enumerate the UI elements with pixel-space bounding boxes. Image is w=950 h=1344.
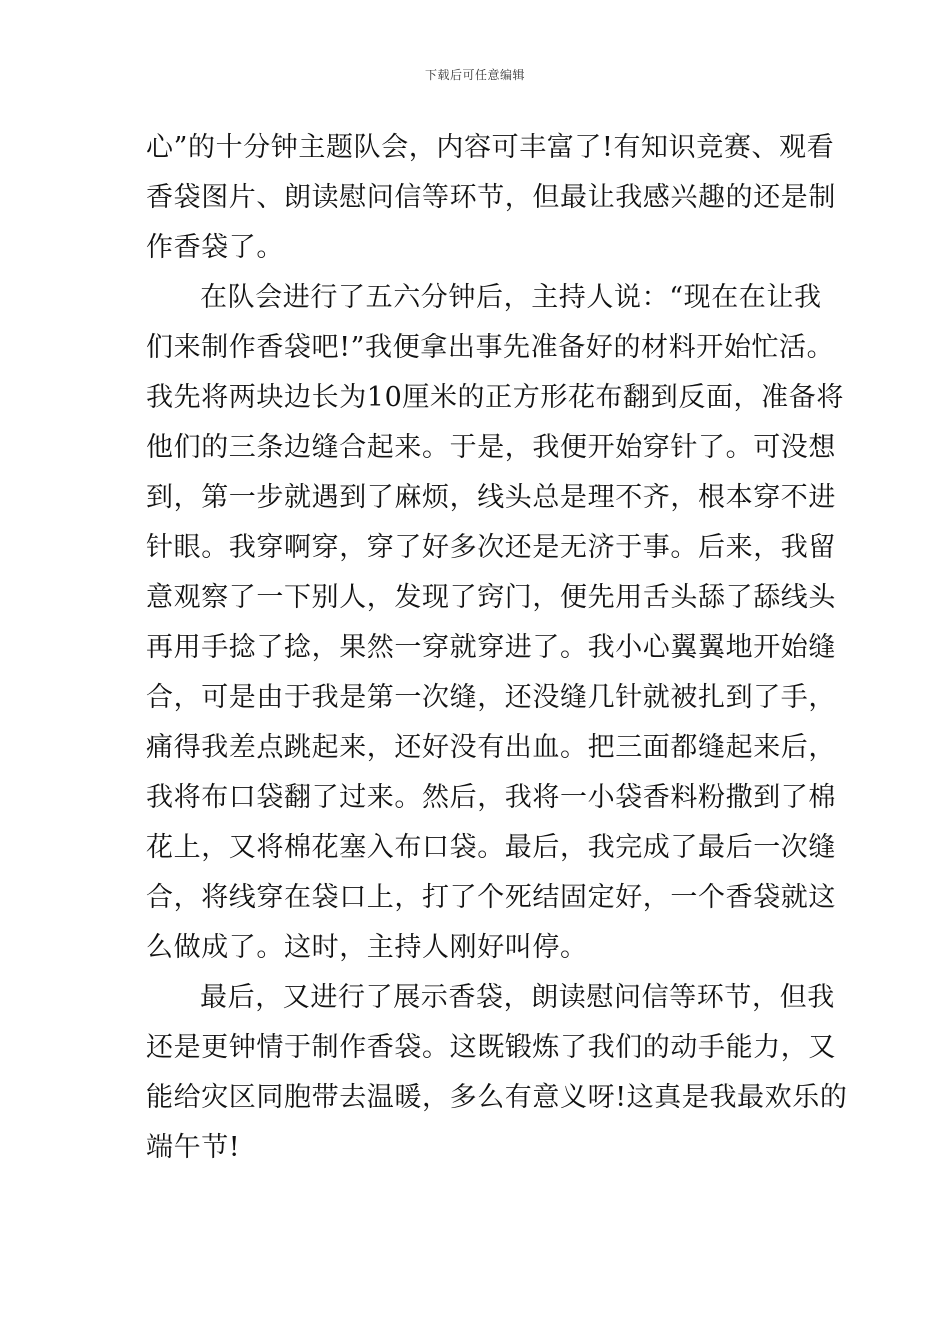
text-line: 花上，又将棉花塞入布口袋。最后，我完成了最后一次缝	[146, 832, 836, 863]
text-line: 我先将两块边长为10厘米的正方形花布翻到反面，准备将	[146, 382, 844, 413]
text-line: 痛得我差点跳起来，还好没有出血。把三面都缝起来后，	[146, 732, 836, 763]
text-line: 针眼。我穿啊穿，穿了好多次还是无济于事。后来，我留	[146, 532, 836, 563]
text-line: 我将布口袋翻了过来。然后，我将一小袋香料粉撒到了棉	[146, 782, 836, 813]
text-line: 到，第一步就遇到了麻烦，线头总是理不齐，根本穿不进	[146, 482, 836, 513]
text-line: 意观察了一下别人，发现了窍门，便先用舌头舔了舔线头	[146, 582, 836, 613]
text-line: 心”的十分钟主题队会，内容可丰富了!有知识竞赛、观看	[146, 132, 835, 163]
text-line: 合，将线穿在袋口上，打了个死结固定好，一个香袋就这	[146, 882, 836, 913]
text-line: 他们的三条边缝合起来。于是，我便开始穿针了。可没想	[146, 432, 836, 463]
text-line: 们来制作香袋吧!”我便拿出事先准备好的材料开始忙活。	[146, 332, 835, 363]
text-line: 作香袋了。	[146, 232, 284, 263]
body-text	[146, 123, 848, 1173]
text-line: 再用手捻了捻，果然一穿就穿进了。我小心翼翼地开始缝	[146, 632, 836, 663]
page-header: 下载后可任意编辑	[424, 68, 525, 82]
text-line: 在队会进行了五六分钟后，主持人说：“现在在让我	[200, 282, 822, 313]
text-line: 香袋图片、朗读慰问信等环节，但最让我感兴趣的还是制	[146, 182, 836, 213]
text-line: 还是更钟情于制作香袋。这既锻炼了我们的动手能力，又	[146, 1032, 836, 1063]
text-line: 能给灾区同胞带去温暖，多么有意义呀!这真是我最欢乐的	[146, 1082, 848, 1113]
text-line: 端午节!	[146, 1132, 241, 1163]
text-line: 最后，又进行了展示香袋，朗读慰问信等环节，但我	[200, 982, 835, 1013]
text-line: 合，可是由于我是第一次缝，还没缝几针就被扎到了手，	[146, 682, 836, 713]
text-line: 么做成了。这时，主持人刚好叫停。	[146, 932, 588, 963]
